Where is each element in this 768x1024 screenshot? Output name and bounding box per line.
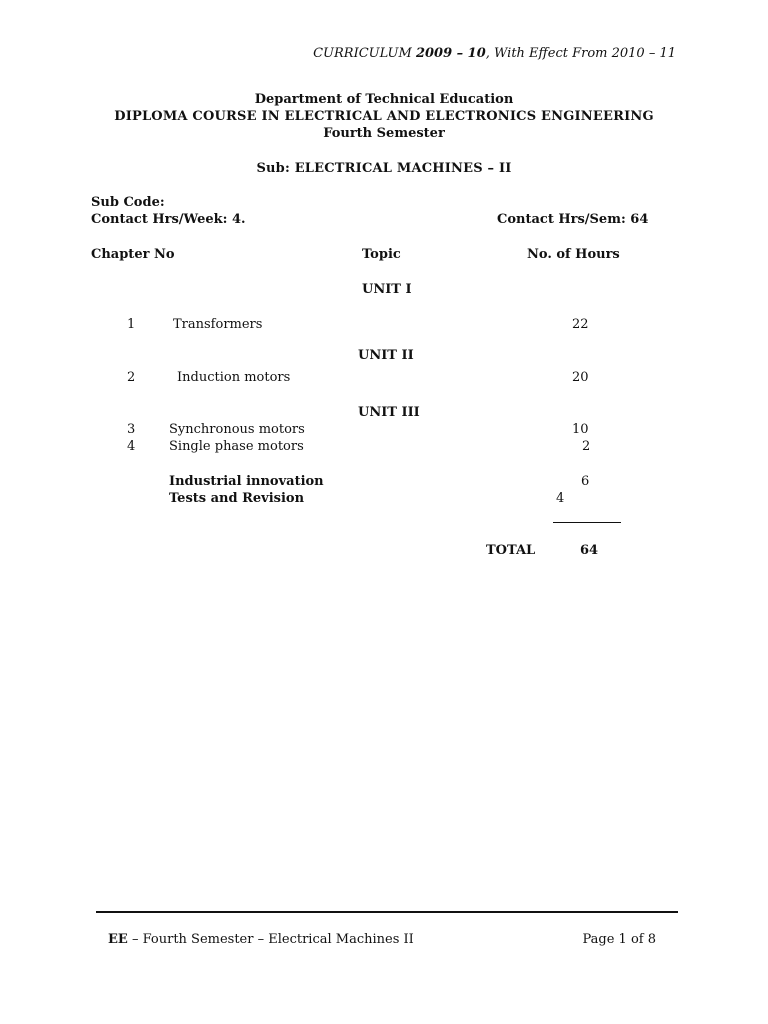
contact-hours-sem-value: 64 [630, 212, 649, 227]
footer-rule [96, 911, 678, 913]
curriculum-years: 2009 – 10 [415, 46, 486, 61]
extra-1-topic: Industrial innovation [169, 474, 324, 489]
row-2-hours: 20 [572, 370, 589, 385]
curriculum-header [313, 46, 676, 61]
row-3-number: 3 [127, 422, 136, 437]
sum-rule [553, 522, 621, 523]
row-3-hours: 10 [572, 422, 589, 437]
department-title: Department of Technical Education [254, 92, 514, 107]
extra-2-topic: Tests and Revision [169, 491, 305, 506]
contact-hours-sem [497, 212, 648, 227]
extra-1-hours: 6 [581, 474, 590, 489]
total-label: TOTAL [486, 543, 536, 558]
contact-hours-sem-label: Contact Hrs/Sem: [497, 212, 631, 227]
footer-title: – Fourth Semester – Electrical Machines II [127, 932, 414, 947]
unit-3-label: UNIT III [358, 405, 420, 420]
row-1-number: 1 [127, 317, 136, 332]
row-2-number: 2 [127, 370, 136, 385]
footer-left [108, 932, 414, 947]
page-number: Page 1 of 8 [582, 932, 656, 947]
row-4-topic: Single phase motors [169, 439, 304, 454]
unit-2-label: UNIT II [358, 348, 414, 363]
extra-2-hours: 4 [556, 491, 565, 506]
row-4-hours: 2 [582, 439, 591, 454]
semester-title: Fourth Semester [323, 126, 445, 141]
course-title: DIPLOMA COURSE IN ELECTRICAL AND ELECTRONICS ENGINEERING [114, 109, 654, 124]
row-2-topic: Induction motors [177, 370, 291, 385]
sub-code: Sub Code: [91, 195, 165, 210]
row-3-topic: Synchronous motors [169, 422, 305, 437]
subject-title: Sub: ELECTRICAL MACHINES – II [256, 161, 512, 176]
header-hours: No. of Hours [527, 247, 620, 262]
row-1-topic: Transformers [173, 317, 263, 332]
unit-1-label: UNIT I [362, 282, 412, 297]
footer-ee: EE [108, 932, 128, 947]
header-topic: Topic [362, 247, 401, 262]
row-1-hours: 22 [572, 317, 589, 332]
header-chapter-no: Chapter No [91, 247, 175, 262]
total-value: 64 [580, 543, 599, 558]
contact-hours-week: Contact Hrs/Week: 4. [91, 212, 246, 227]
curriculum-prefix: CURRICULUM [313, 46, 416, 61]
row-4-number: 4 [127, 439, 136, 454]
curriculum-suffix: , With Effect From 2010 – 11 [485, 46, 676, 61]
